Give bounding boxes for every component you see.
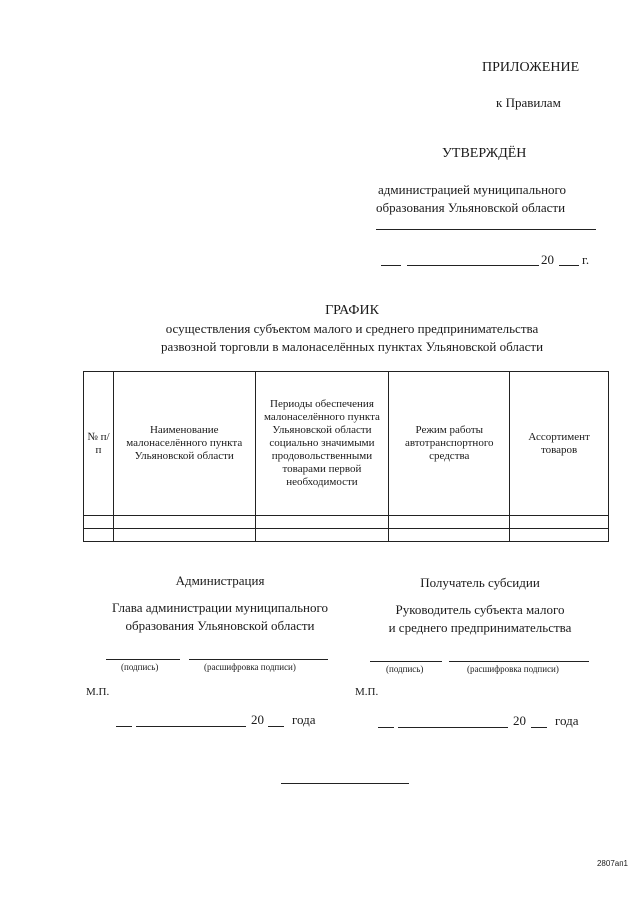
left-day-line (116, 726, 132, 727)
document-subtitle-2: развозной торговли в малонаселённых пунктах Ульяновской области (160, 339, 544, 354)
right-decode-line (449, 661, 589, 662)
left-role: Администрация (175, 573, 265, 588)
left-year-suffix: года (292, 712, 316, 727)
approved-by-line-2: образования Ульяновской области (376, 200, 566, 215)
right-month-line (398, 727, 508, 728)
right-year-prefix: 20 (513, 713, 526, 728)
document-title: ГРАФИК (325, 303, 379, 318)
left-stamp: М.П. (86, 686, 110, 698)
right-decode-label: (расшифровка подписи) (467, 664, 559, 674)
table-cell (255, 529, 389, 542)
schedule-table (83, 371, 609, 542)
right-title-line-2: и среднего предпринимательства (388, 620, 572, 635)
left-year-line (268, 726, 284, 727)
approved-by-line-1: администрацией муниципального (378, 182, 567, 197)
table-cell (389, 529, 510, 542)
right-role: Получатель субсидии (420, 575, 540, 590)
left-decode-label: (расшифровка подписи) (204, 662, 296, 672)
table-header-row (84, 372, 609, 516)
left-year-prefix: 20 (251, 712, 264, 727)
to-rules-label: к Правилам (496, 95, 561, 110)
approval-month-line (407, 265, 539, 266)
right-title-line-1: Руководитель субъекта малого (395, 602, 565, 617)
right-day-line (378, 727, 394, 728)
left-title-line-1: Глава администрации муниципального (111, 600, 329, 615)
left-signature-line (106, 659, 180, 660)
left-sign-label: (подпись) (121, 662, 159, 672)
right-sign-label: (подпись) (386, 664, 424, 674)
table-cell (84, 529, 114, 542)
table-cell (255, 516, 389, 529)
table-cell (510, 529, 609, 542)
right-year-suffix: года (555, 713, 579, 728)
approval-year-suffix: г. (582, 252, 590, 267)
table-cell (113, 529, 255, 542)
right-signature-line (370, 661, 442, 662)
table-cell (84, 516, 114, 529)
table-cell (510, 516, 609, 529)
table-cell (389, 516, 510, 529)
approval-year-line (559, 265, 579, 266)
table-row (84, 516, 609, 529)
table-row (84, 529, 609, 542)
right-stamp: М.П. (355, 686, 379, 698)
header-number: № п/п (84, 372, 114, 516)
approved-label: УТВЕРЖДЁН (442, 146, 527, 161)
document-code: 2807ап1 (596, 859, 628, 868)
table-cell (113, 516, 255, 529)
header-operating-mode: Режим работы автотранспортного средства (389, 372, 510, 516)
left-title-line-2: образования Ульяновской области (125, 618, 315, 633)
closing-separator (281, 783, 409, 784)
approval-day-line (381, 265, 401, 266)
approval-year-prefix: 20 (541, 252, 554, 267)
document-subtitle-1: осуществления субъектом малого и среднего предпринимательства (165, 321, 539, 336)
header-locality: Наименование малонаселённого пункта Ульяновской области (113, 372, 255, 516)
left-month-line (136, 726, 246, 727)
appendix-label: ПРИЛОЖЕНИЕ (482, 60, 580, 75)
approval-signature-line (376, 229, 596, 230)
header-assortment: Ассортимент товаров (510, 372, 609, 516)
right-year-line (531, 727, 547, 728)
header-periods: Периоды обеспечения малонаселённого пункта Ульяновской области социально значимыми продовольственными товарами первой необходимости (255, 372, 389, 516)
left-decode-line (189, 659, 328, 660)
